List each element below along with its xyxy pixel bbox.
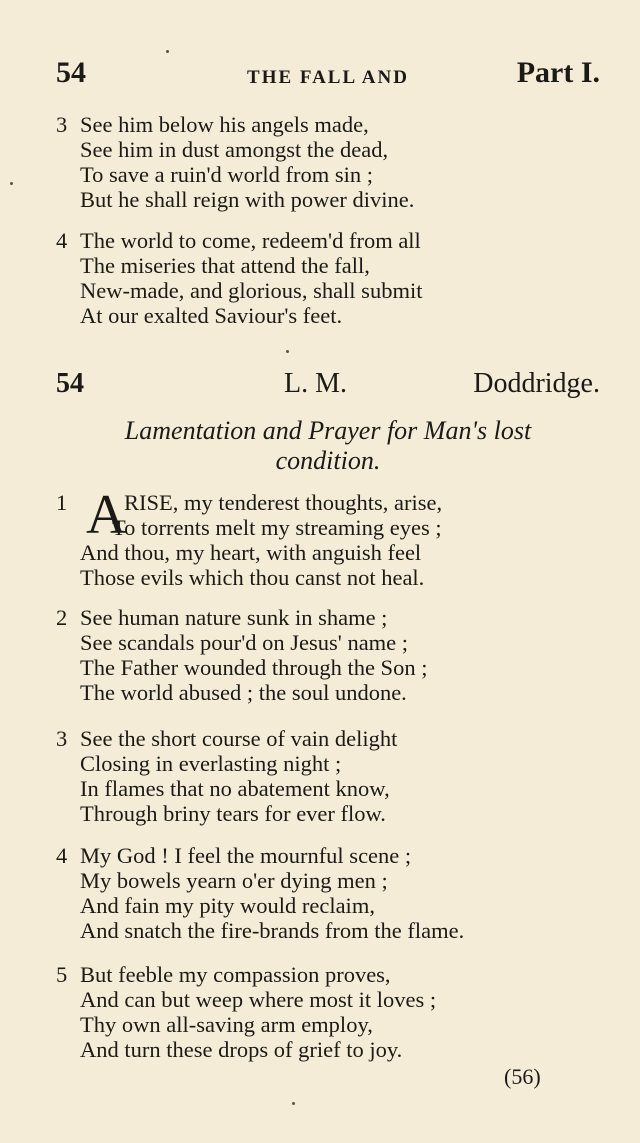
verse-number: 2 [56, 605, 68, 630]
verse-line: The world abused ; the soul undone. [80, 680, 407, 705]
print-speck [292, 1102, 295, 1105]
verse-line: To save a ruin'd world from sin ; [80, 162, 374, 187]
verse-line: To torrents melt my streaming eyes ; [112, 515, 442, 540]
verse-line: RISE, my tenderest thoughts, arise, [124, 490, 443, 515]
verse-line: And turn these drops of grief to joy. [80, 1037, 403, 1062]
verse-line: But he shall reign with power divine. [80, 187, 415, 212]
hymn-title-line: condition. [275, 446, 381, 475]
hymn-heading [56, 368, 600, 408]
verse-line: New-made, and glorious, shall submit [80, 278, 423, 303]
stanza-3 [56, 726, 616, 826]
page-header [56, 56, 600, 96]
hymn-number: 54 [56, 368, 84, 399]
verse-line: At our exalted Saviour's feet. [80, 303, 343, 328]
verse-line: My God ! I feel the mournful scene ; [80, 843, 412, 868]
stanza-2 [56, 605, 616, 705]
verse-line: See scandals pour'd on Jesus' name ; [80, 630, 409, 655]
verse-number: 5 [56, 962, 68, 987]
verse-line: Through briny tears for ever flow. [80, 801, 386, 826]
drop-cap: A [86, 484, 127, 546]
running-title: THE FALL AND [247, 67, 409, 88]
verse-line: See him in dust amongst the dead, [80, 137, 389, 162]
hymn-title [56, 416, 600, 476]
page-number: 54 [56, 56, 86, 89]
verse-number: 1 [56, 490, 68, 515]
print-speck [166, 50, 169, 53]
verse-line: The miseries that attend the fall, [80, 253, 370, 278]
verse-line: See human nature sunk in shame ; [80, 605, 388, 630]
print-speck [10, 182, 13, 185]
verse-number: 4 [56, 843, 68, 868]
hymn-author: Doddridge. [473, 368, 600, 399]
stanza-5 [56, 962, 616, 1062]
hymn-title-line: Lamentation and Prayer for Man's lost [124, 416, 532, 445]
verse-line: The world to come, redeem'd from all [80, 228, 421, 253]
verse-number: 3 [56, 112, 68, 137]
verse-number: 4 [56, 228, 68, 253]
verse-line: And can but weep where most it loves ; [80, 987, 437, 1012]
verse-line: And fain my pity would reclaim, [80, 893, 375, 918]
verse-line: But feeble my compassion proves, [80, 962, 391, 987]
part-label: Part I. [516, 56, 600, 89]
prev-stanza-3 [56, 112, 616, 212]
prev-stanza-4 [56, 228, 616, 328]
verse-line: See the short course of vain delight [80, 726, 398, 751]
hymn-meter: L. M. [284, 368, 347, 399]
verse-line: Those evils which thou canst not heal. [80, 565, 425, 590]
verse-line: In flames that no abatement know, [80, 776, 390, 801]
catchword: (56) [504, 1064, 541, 1089]
verse-line: Thy own all-saving arm employ, [80, 1012, 373, 1037]
verse-line: And thou, my heart, with anguish feel [80, 540, 422, 565]
verse-line: My bowels yearn o'er dying men ; [80, 868, 388, 893]
print-speck [286, 350, 289, 353]
verse-line: See him below his angels made, [80, 112, 369, 137]
verse-line: And snatch the fire-brands from the flame. [80, 918, 465, 943]
verse-line: The Father wounded through the Son ; [80, 655, 428, 680]
stanza-4 [56, 843, 616, 943]
stanza-1 [56, 484, 616, 590]
verse-number: 3 [56, 726, 68, 751]
verse-line: Closing in everlasting night ; [80, 751, 342, 776]
